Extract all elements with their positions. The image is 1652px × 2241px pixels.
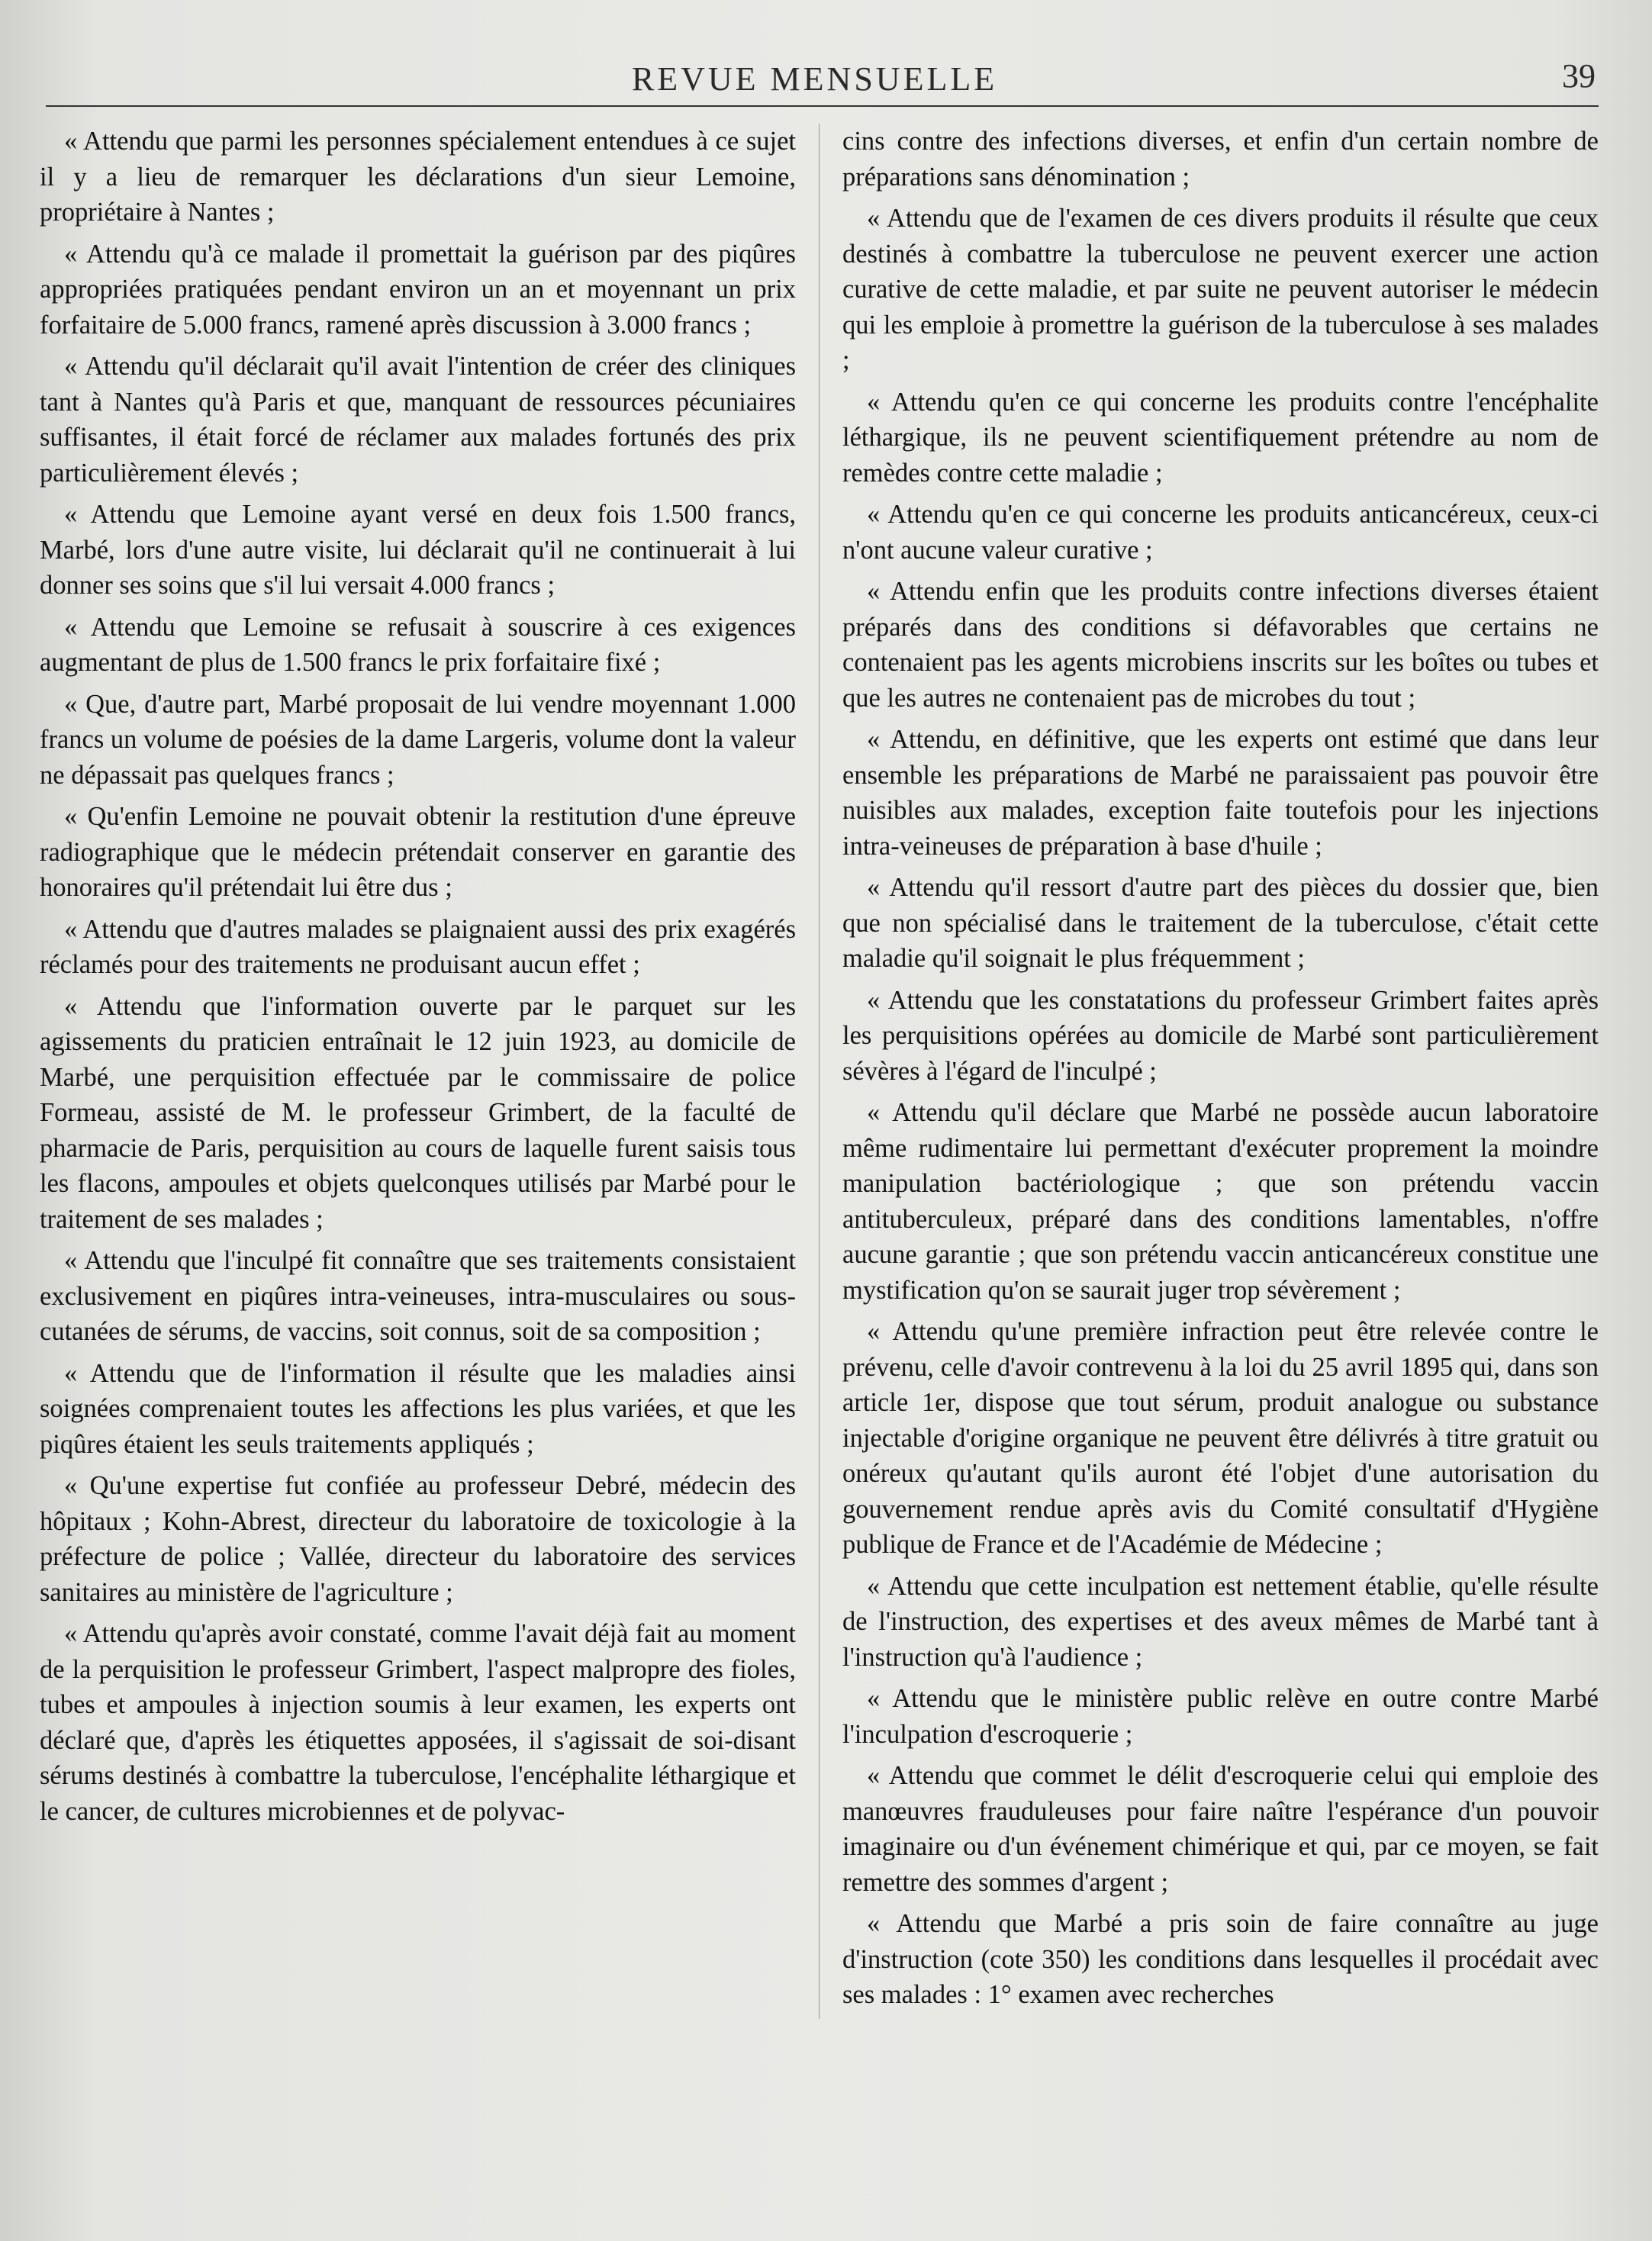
text-columns <box>31 124 1599 2019</box>
paragraph: « Attendu qu'en ce qui concerne les produits anticancéreux, ceux-ci n'ont aucune valeur curative ; <box>842 500 1599 565</box>
paragraph: « Qu'une expertise fut confiée au professeur Debré, médecin des hôpitaux ; Kohn-Abrest, directeur du laboratoire de toxicologie à la préfecture de police ; Vallée, directeur du laboratoire des services sanitaires au ministère de l'agriculture ; <box>40 1471 796 1607</box>
paragraph: « Attendu que le ministère public relève en outre contre Marbé l'inculpation d'escroquerie ; <box>842 1684 1599 1749</box>
paragraph: « Qu'enfin Lemoine ne pouvait obtenir la restitution d'une épreuve radiographique que le médecin prétendait conserver en garantie des honoraires qu'il prétendait lui être dus ; <box>40 802 796 902</box>
running-title: REVUE MENSUELLE <box>631 60 998 98</box>
paragraph: « Que, d'autre part, Marbé proposait de lui vendre moyennant 1.000 francs un volume de poésies de la dame Largeris, volume dont la valeur ne dépassait pas quelques francs ; <box>40 689 796 790</box>
left-column <box>31 124 820 2019</box>
paragraph: « Attendu que les constatations du professeur Grimbert faites après les perquisitions opérées au domicile de Marbé sont particulièrement sévères à l'égard de l'inculpé ; <box>842 985 1599 1086</box>
paragraph: « Attendu que d'autres malades se plaignaient aussi des prix exagérés réclamés pour des traitements ne produisant aucun effet ; <box>40 914 796 979</box>
paragraph: « Attendu que parmi les personnes spécialement entendues à ce sujet il y a lieu de remarquer les déclarations d'un sieur Lemoine, propriétaire à Nantes ; <box>40 127 796 227</box>
paragraph: « Attendu qu'il ressort d'autre part des pièces du dossier que, bien que non spécialisé dans le traitement de la tuberculose, c'était cette maladie qu'il soignait le plus fréquemment ; <box>842 873 1599 973</box>
paragraph: « Attendu que Lemoine se refusait à souscrire à ces exigences augmentant de plus de 1.500 francs le prix forfaitaire fixé ; <box>40 612 796 677</box>
paragraph: « Attendu qu'il déclare que Marbé ne possède aucun laboratoire même rudimentaire lui permettant d'exécuter proprement la moindre manipulation bactériologique ; que son prétendu vaccin antituberculeux, préparé dans des conditions lamentables, n'offre aucune garantie ; que son prétendu vaccin anticancéreux constitue une mystification qu'on se saurait juger trop sévèrement ; <box>842 1098 1599 1305</box>
paragraph: « Attendu que commet le délit d'escroquerie celui qui emploie des manœuvres frauduleuses pour faire naître l'espérance d'un pouvoir imaginaire ou d'un événement chimérique et qui, par ce moyen, se fait remettre des sommes d'argent ; <box>842 1761 1599 1897</box>
page-header <box>31 46 1599 107</box>
paragraph: « Attendu que de l'examen de ces divers produits il résulte que ceux destinés à combattre la tuberculose ne peuvent exercer une action curative de cette maladie, et par suite ne peuvent autoriser le médecin qui les emploie à promettre la guérison de la tuberculose à ses malades ; <box>842 204 1599 375</box>
page-number: 39 <box>1562 57 1596 95</box>
paragraph: « Attendu enfin que les produits contre infections diverses étaient préparés dans des conditions si défavorables que certains ne contenaient pas les agents microbiens inscrits sur les boîtes ou tubes et que les autres ne contenaient pas de microbes du tout ; <box>842 577 1599 713</box>
paragraph: « Attendu, en définitive, que les experts ont estimé que dans leur ensemble les préparations de Marbé ne paraissaient pas pouvoir être nuisibles aux malades, exception faite toutefois pour les injections intra-veineuses de préparation à base d'huile ; <box>842 725 1599 861</box>
paragraph: « Attendu que l'inculpé fit connaître que ses traitements consistaient exclusivement en piqûres intra-veineuses, intra-musculaires ou sous-cutanées de sérums, de vaccins, soit connus, soit de sa composition ; <box>40 1246 796 1346</box>
header-rule <box>46 105 1599 107</box>
paragraph: « Attendu que cette inculpation est nettement établie, qu'elle résulte de l'instruction, des expertises et des aveux mêmes de Marbé tant à l'instruction qu'à l'audience ; <box>842 1571 1599 1672</box>
paragraph: « Attendu que de l'information il résulte que les maladies ainsi soignées comprenaient toutes les affections les plus variées, et que les piqûres étaient les seuls traitements appliqués ; <box>40 1358 796 1459</box>
paragraph: « Attendu qu'une première infraction peut être relevée contre le prévenu, celle d'avoir contrevenu à la loi du 25 avril 1895 qui, dans son article 1er, dispose que tout sérum, produit analogue ou substance injectable d'origine organique ne peuvent être délivrés à titre gratuit ou onéreux qu'autant qu'ils auront été l'objet d'une autorisation du gouvernement rendue après avis du Comité consultatif d'Hygiène publique de France et de l'Académie de Médecine ; <box>842 1317 1599 1559</box>
paragraph: « Attendu que Marbé a pris soin de faire connaître au juge d'instruction (cote 350) les conditions dans lesquelles il procédait avec ses malades : 1° examen avec recherches <box>842 1909 1599 2009</box>
paragraph: « Attendu que Lemoine ayant versé en deux fois 1.500 francs, Marbé, lors d'une autre visite, lui déclarait qu'il ne continuerait à lui donner ses soins que s'il lui versait 4.000 francs ; <box>40 500 796 600</box>
paragraph: « Attendu que l'information ouverte par le parquet sur les agissements du praticien entraînait le 12 juin 1923, au domicile de Marbé, une perquisition effectuée par le commissaire de police Formeau, assisté de M. le professeur Grimbert, de la faculté de pharmacie de Paris, perquisition au cours de laquelle furent saisis tous les flacons, ampoules et objets quelconques utilisés par Marbé pour le traitement de ses malades ; <box>40 991 796 1234</box>
paragraph: « Attendu qu'il déclarait qu'il avait l'intention de créer des cliniques tant à Nantes qu'à Paris et que, manquant de ressources pécuniaires suffisantes, il était forcé de réclamer aux malades fortunés des prix particulièrement élevés ; <box>40 352 796 488</box>
paragraph: cins contre des infections diverses, et enfin d'un certain nombre de préparations sans dénomination ; <box>842 127 1599 192</box>
paragraph: « Attendu qu'à ce malade il promettait la guérison par des piqûres appropriées pratiquées pendant environ un an et moyennant un prix forfaitaire de 5.000 francs, ramené après discussion à 3.000 francs ; <box>40 239 796 340</box>
paragraph: « Attendu qu'en ce qui concerne les produits contre l'encéphalite léthargique, ils ne peuvent scientifiquement prétendre au nom de remèdes contre cette maladie ; <box>842 387 1599 488</box>
right-column <box>842 124 1599 2019</box>
paragraph: « Attendu qu'après avoir constaté, comme l'avait déjà fait au moment de la perquisition le professeur Grimbert, l'aspect malpropre des fioles, tubes et ampoules à injection soumis à leur examen, les experts ont déclaré que, d'après les étiquettes apposées, il s'agissait de soi-disant sérums destinés à combattre la tuberculose, l'encéphalite léthargique et le cancer, de cultures microbiennes et de polyvac- <box>40 1619 796 1826</box>
